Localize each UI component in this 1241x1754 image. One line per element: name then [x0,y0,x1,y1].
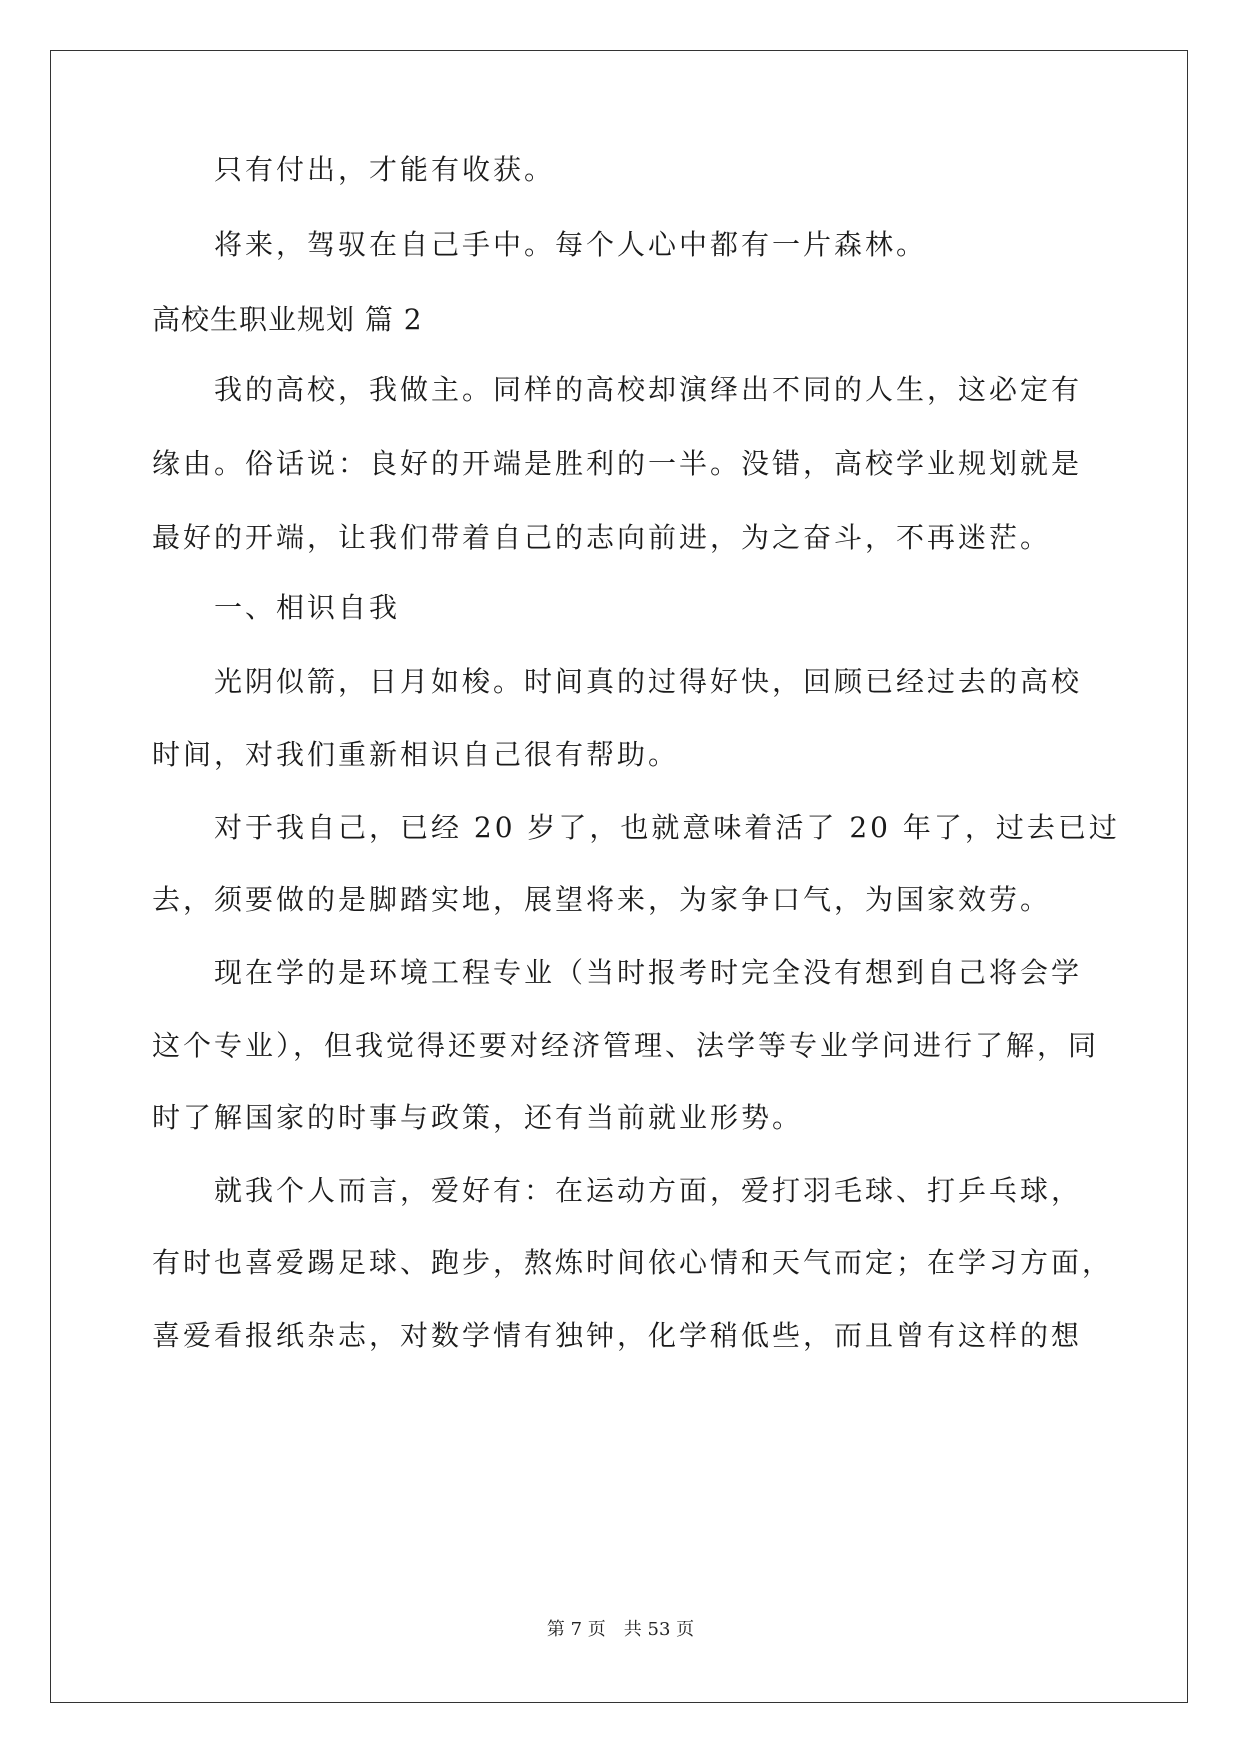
paragraph-line: 对于我自己，已经 20 岁了，也就意味着活了 20 年了，过去已过 [214,811,1120,844]
paragraph-line: 有时也喜爱踢足球、跑步，熬炼时间依心情和天气而定；在学习方面， [152,1246,1114,1279]
paragraph-line: 我的高校，我做主。同样的高校却演绎出不同的人生，这必定有 [214,373,1083,406]
page-number: 第 7 页 [546,1619,606,1640]
page-border [50,50,1188,1703]
page-footer [0,1618,1241,1642]
section-heading: 高校生职业规划 篇 2 [152,303,423,336]
paragraph-line: 只有付出，才能有收获。 [214,153,556,186]
subsection-heading: 一、相识自我 [214,591,401,624]
page-total: 共 53 页 [623,1619,695,1640]
paragraph-line: 时了解国家的时事与政策，还有当前就业形势。 [152,1101,804,1134]
paragraph-line: 时间，对我们重新相识自己很有帮助。 [152,738,680,771]
paragraph-line: 现在学的是环境工程专业（当时报考时完全没有想到自己将会学 [214,956,1083,989]
paragraph-line: 喜爱看报纸杂志，对数学情有独钟，化学稍低些，而且曾有这样的想 [152,1319,1083,1352]
paragraph-line: 这个专业），但我觉得还要对经济管理、法学等专业学问进行了解，同 [152,1029,1100,1062]
paragraph-line: 就我个人而言，爱好有：在运动方面，爱打羽毛球、打乒乓球， [214,1174,1083,1207]
paragraph-line: 将来，驾驭在自己手中。每个人心中都有一片森林。 [214,228,928,261]
paragraph-line: 光阴似箭，日月如梭。时间真的过得好快，回顾已经过去的高校 [214,665,1083,698]
paragraph-line: 缘由。俗话说：良好的开端是胜利的一半。没错，高校学业规划就是 [152,447,1083,480]
paragraph-line: 去，须要做的是脚踏实地，展望将来，为家争口气，为国家效劳。 [152,883,1052,916]
paragraph-line: 最好的开端，让我们带着自己的志向前进，为之奋斗，不再迷茫。 [152,521,1052,554]
